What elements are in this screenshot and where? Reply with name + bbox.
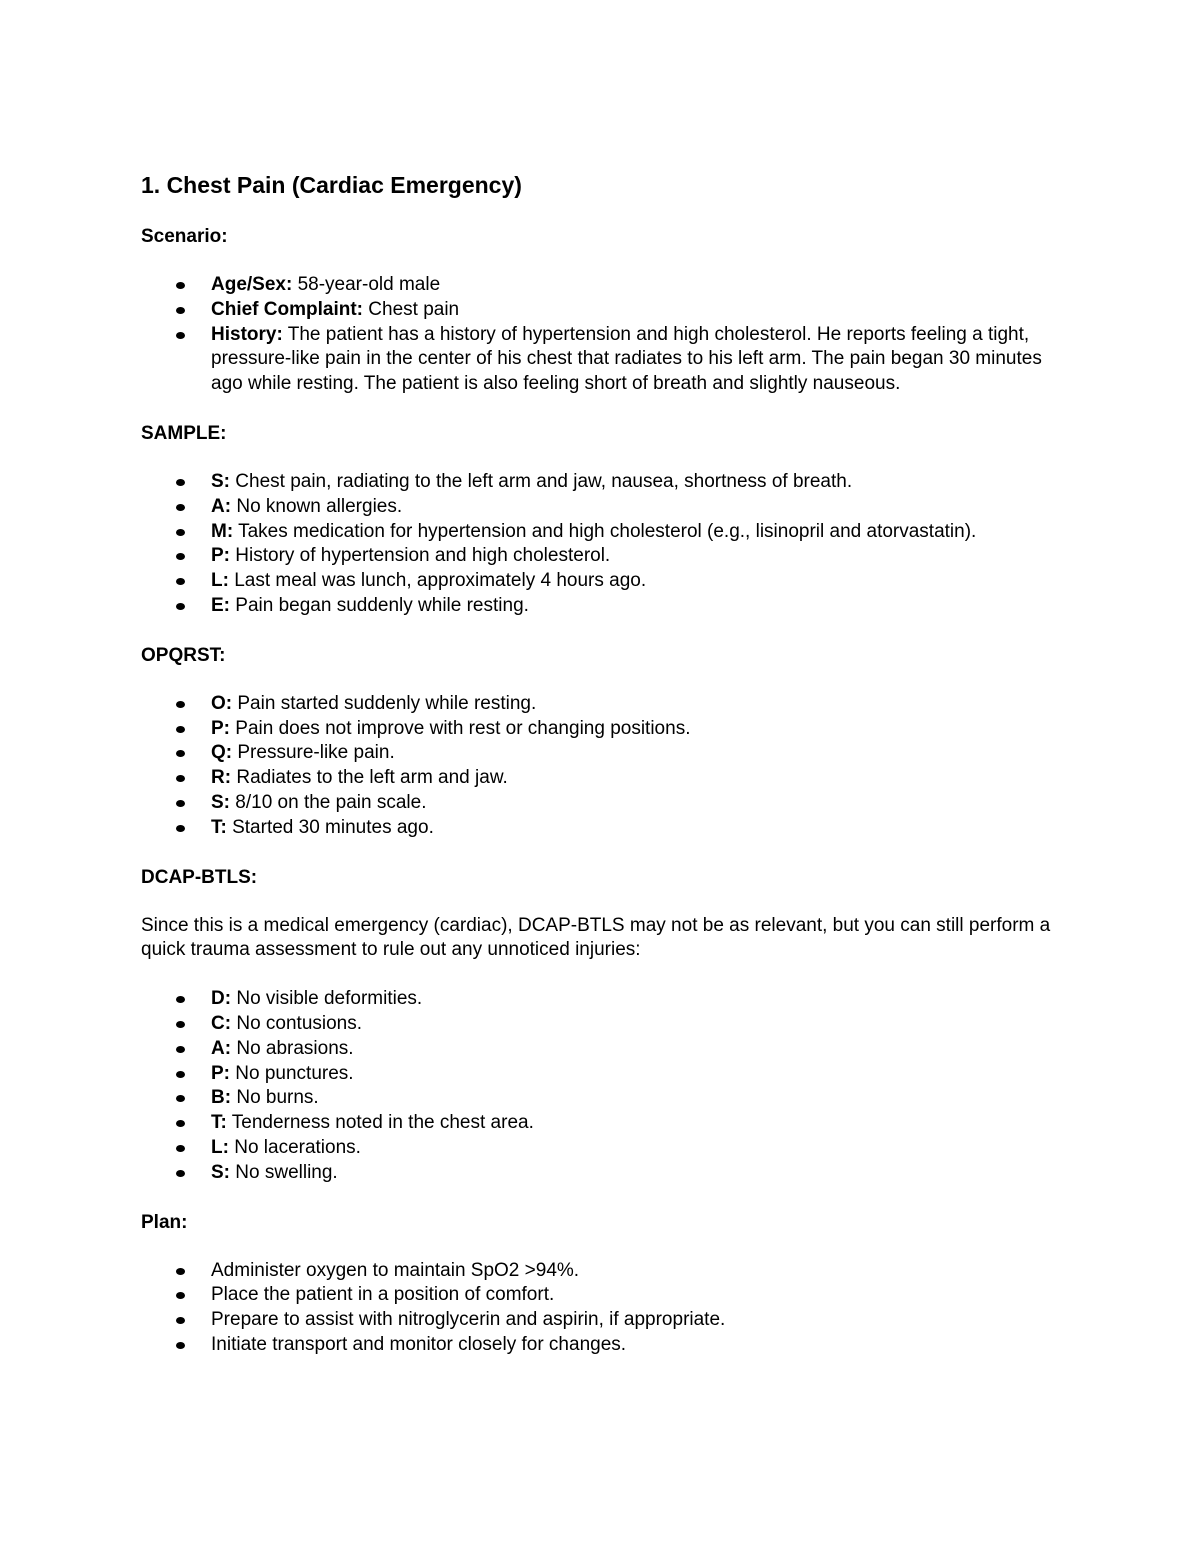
item-key: C: bbox=[211, 1012, 232, 1034]
item-key: D: bbox=[211, 988, 232, 1010]
item-key: B: bbox=[211, 1087, 232, 1109]
bullet-icon bbox=[176, 529, 185, 536]
list-item bbox=[211, 1259, 1061, 1284]
bullet-icon bbox=[176, 750, 185, 757]
item-text: Takes medication for hypertension and high cholesterol (e.g., lisinopril and atorvastatin). bbox=[233, 520, 977, 542]
bullet-icon bbox=[176, 1071, 185, 1078]
list-item bbox=[211, 816, 1061, 841]
bullet-icon bbox=[176, 504, 185, 511]
bullet-icon bbox=[176, 1021, 185, 1028]
item-text: No lacerations. bbox=[228, 1136, 361, 1158]
list-item bbox=[211, 544, 1061, 569]
bullet-icon bbox=[176, 996, 185, 1003]
list-item bbox=[211, 1037, 1061, 1062]
item-text: Prepare to assist with nitroglycerin and aspirin, if appropriate. bbox=[211, 1309, 726, 1331]
list-item bbox=[211, 594, 1061, 619]
item-text: No visible deformities. bbox=[231, 988, 423, 1010]
list-item bbox=[211, 766, 1061, 791]
item-text: No swelling. bbox=[230, 1161, 338, 1183]
item-key: History: bbox=[211, 323, 283, 345]
item-text: Pain began suddenly while resting. bbox=[230, 594, 529, 616]
bullet-icon bbox=[176, 282, 185, 289]
list-item bbox=[211, 791, 1061, 816]
list-item bbox=[211, 323, 1061, 397]
sample-list bbox=[141, 470, 1061, 619]
item-text: Tenderness noted in the chest area. bbox=[226, 1112, 534, 1134]
bullet-icon bbox=[176, 307, 185, 314]
item-key: M: bbox=[211, 520, 234, 542]
bullet-icon bbox=[176, 1317, 185, 1324]
list-item bbox=[211, 298, 1061, 323]
list-item bbox=[211, 1308, 1061, 1333]
item-key: L: bbox=[211, 1136, 229, 1158]
item-key: P: bbox=[211, 545, 230, 567]
list-item bbox=[211, 1012, 1061, 1037]
item-key: S: bbox=[211, 470, 230, 492]
item-text: No contusions. bbox=[231, 1012, 363, 1034]
item-key: L: bbox=[211, 570, 229, 592]
item-text: No burns. bbox=[231, 1087, 319, 1109]
bullet-icon bbox=[176, 332, 185, 339]
bullet-icon bbox=[176, 1120, 185, 1127]
bullet-icon bbox=[176, 479, 185, 486]
list-item bbox=[211, 569, 1061, 594]
opqrst-heading: OPQRST: bbox=[141, 644, 226, 666]
bullet-icon bbox=[176, 553, 185, 560]
bullet-icon bbox=[176, 578, 185, 585]
bullet-icon bbox=[176, 1170, 185, 1177]
item-text: History of hypertension and high cholesterol. bbox=[230, 545, 611, 567]
item-text: No known allergies. bbox=[231, 495, 403, 517]
item-key: S: bbox=[211, 791, 230, 813]
list-item bbox=[211, 273, 1061, 298]
item-text: 8/10 on the pain scale. bbox=[230, 791, 427, 813]
item-text: Initiate transport and monitor closely for changes. bbox=[211, 1333, 627, 1355]
item-text: Place the patient in a position of comfort. bbox=[211, 1284, 555, 1306]
list-item bbox=[211, 1283, 1061, 1308]
bullet-icon bbox=[176, 1268, 185, 1275]
bullet-icon bbox=[176, 800, 185, 807]
plan-heading: Plan: bbox=[141, 1211, 188, 1233]
bullet-icon bbox=[176, 825, 185, 832]
item-text: The patient has a history of hypertension and high cholesterol. He reports feeling a tight, pressure-like pain in the center of his chest that radiates to his left arm. The pain began 30 minutes ago while resting. The patient is also feeling short of breath and slightly nauseous. bbox=[211, 323, 1042, 395]
list-item bbox=[211, 692, 1061, 717]
item-text: Chest pain, radiating to the left arm and jaw, nausea, shortness of breath. bbox=[230, 470, 853, 492]
list-item bbox=[211, 1136, 1061, 1161]
item-text: 58-year-old male bbox=[292, 274, 441, 295]
item-key: E: bbox=[211, 594, 230, 616]
item-text: Chest pain bbox=[363, 298, 460, 320]
item-key: Q: bbox=[211, 742, 233, 764]
dcap-btls-heading: DCAP-BTLS: bbox=[141, 866, 258, 888]
bullet-icon bbox=[176, 1095, 185, 1102]
item-key: T: bbox=[211, 1112, 227, 1134]
bullet-icon bbox=[176, 1145, 185, 1152]
bullet-icon bbox=[176, 701, 185, 708]
scenario-heading: Scenario: bbox=[141, 226, 228, 247]
item-key: T: bbox=[211, 816, 227, 838]
dcap-btls-list bbox=[141, 987, 1061, 1185]
item-text: Radiates to the left arm and jaw. bbox=[231, 767, 508, 789]
item-key: A: bbox=[211, 1037, 232, 1059]
bullet-icon bbox=[176, 1046, 185, 1053]
bullet-icon bbox=[176, 726, 185, 733]
list-item bbox=[211, 987, 1061, 1012]
item-key: Age/Sex: bbox=[211, 274, 293, 295]
document-page bbox=[141, 168, 1061, 1358]
dcap-btls-intro: Since this is a medical emergency (cardiac), DCAP-BTLS may not be as relevant, but you can still perform a quick trauma assessment to rule out any unnoticed injuries: bbox=[141, 914, 1051, 961]
item-text: No abrasions. bbox=[231, 1037, 354, 1059]
bullet-icon bbox=[176, 603, 185, 610]
item-text: Pressure-like pain. bbox=[232, 742, 395, 764]
item-text: No punctures. bbox=[230, 1062, 354, 1084]
plan-list bbox=[141, 1259, 1061, 1358]
item-key: Chief Complaint: bbox=[211, 298, 363, 320]
item-text: Last meal was lunch, approximately 4 hours ago. bbox=[228, 570, 647, 592]
list-item bbox=[211, 470, 1061, 495]
item-key: P: bbox=[211, 717, 230, 739]
list-item bbox=[211, 520, 1061, 545]
item-key: S: bbox=[211, 1161, 230, 1183]
list-item bbox=[211, 1111, 1061, 1136]
list-item bbox=[211, 741, 1061, 766]
item-key: P: bbox=[211, 1062, 230, 1084]
item-key: O: bbox=[211, 692, 233, 714]
sample-heading: SAMPLE: bbox=[141, 422, 227, 444]
bullet-icon bbox=[176, 775, 185, 782]
item-key: R: bbox=[211, 767, 232, 789]
list-item bbox=[211, 717, 1061, 742]
document-title: 1. Chest Pain (Cardiac Emergency) bbox=[141, 172, 522, 198]
item-text: Pain does not improve with rest or changing positions. bbox=[230, 717, 691, 739]
bullet-icon bbox=[176, 1292, 185, 1299]
list-item bbox=[211, 1161, 1061, 1186]
opqrst-list bbox=[141, 692, 1061, 841]
item-key: A: bbox=[211, 495, 232, 517]
list-item bbox=[211, 1333, 1061, 1358]
list-item bbox=[211, 495, 1061, 520]
list-item bbox=[211, 1086, 1061, 1111]
scenario-list bbox=[141, 273, 1061, 397]
item-text: Administer oxygen to maintain SpO2 >94%. bbox=[211, 1259, 580, 1281]
item-text: Pain started suddenly while resting. bbox=[232, 692, 537, 714]
bullet-icon bbox=[176, 1342, 185, 1349]
list-item bbox=[211, 1062, 1061, 1087]
item-text: Started 30 minutes ago. bbox=[226, 816, 434, 838]
